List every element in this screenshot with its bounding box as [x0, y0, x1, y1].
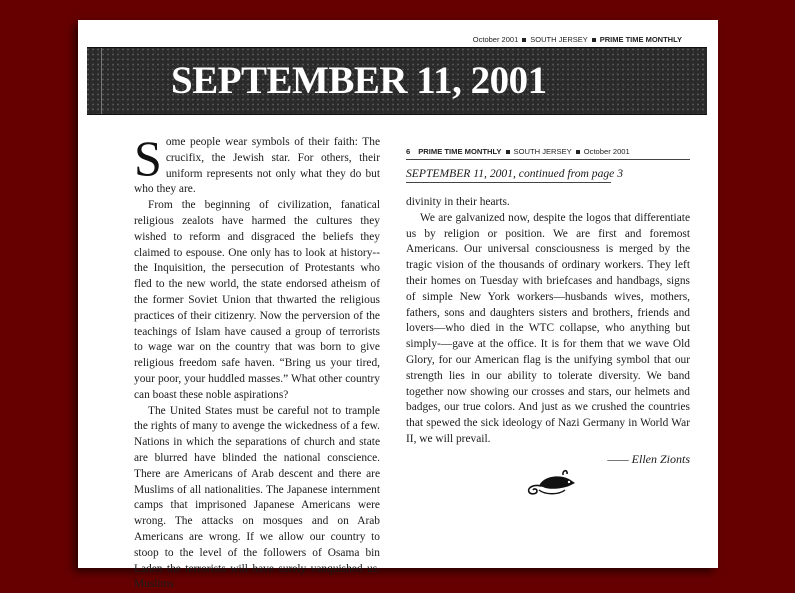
page-number: 6	[406, 147, 411, 156]
right-article-column	[406, 195, 690, 448]
right-running-header	[406, 147, 690, 160]
curled-mouse-ornament-icon	[525, 466, 579, 496]
continued-from-line: SEPTEMBER 11, 2001, continued from page 3	[406, 167, 611, 183]
paragraph-text: ome people wear symbols of their faith: The crucifix, the Jewish star. For others, their uniform represents not only what they do but who they are.	[134, 136, 380, 196]
article-paragraph: The United States must be careful not to trample the rights of many to avenge the wickedness of a few. Nations in which the separations of church and state are blurred have blinded the national conscience. There are Americans of Arab descent and there are Muslims of all nationalities. The Japanese internment camps that imprisoned Japanese Americans were wrong. The attacks on mosques and on Arab Americans are wrong. If we allow our country to stoop to the level of the followers of Osama bin Laden the terrorists will have surely vanquished us. Muslims	[134, 404, 380, 591]
article-paragraph: divinity in their hearts.	[406, 196, 510, 208]
newspaper-page	[78, 20, 718, 591]
drop-cap: S	[134, 130, 162, 186]
left-article-column	[134, 130, 380, 593]
bullet-square-icon	[522, 38, 526, 42]
article-paragraph: From the beginning of civilization, fanatical religious zealots have harmed the cultures they wished to reform and disgraced the beliefs they claimed to espouse. One only has to look at history--the Inquisition, the persecution of Protestants who fled to the new world, the state endorsed atheism of the former Soviet Union that thwarted the religious practices of their citizenry. Now the perversion of the teachings of Islam have caused a group of terrorists to wage war on the country that was born to give religious freedom safe haven. “Bring us your tired, your poor, your huddled masses.” What other country can boast these noble aspirations?	[134, 199, 380, 401]
headline-banner	[87, 47, 707, 115]
article-paragraph: We are galvanized now, despite the logos that differentiate us by religion or position. We are first and foremost Americans. Our universal consciousness is merged by the tragic vision of the thousands of ordinary workers. They left their homes on Tuesday with briefcases and handbags, signs of simple New York workers—husbands wives, mothers, fathers, sons and daughters sisters and brothers, friends and lovers—who died in the WTC collapse, who anything but simply-—gave at the office. It is for them that we wave Old Glory, for our American flag is the unifying symbol that our strength lies in our ability to tolerate diversity. We band together now showing our crosses and stars, our helmets and badges, our true colors. And just as we crushed the countries that spewed the sick ideology of Nazi Germany in World War II, we will prevail.	[406, 211, 690, 445]
article-paragraph	[134, 130, 380, 198]
top-running-header	[473, 35, 682, 44]
bullet-square-icon	[506, 150, 510, 154]
top-header-region: SOUTH JERSEY	[530, 35, 588, 44]
right-header-region: SOUTH JERSEY	[513, 147, 572, 156]
headline-title: SEPTEMBER 11, 2001	[171, 59, 547, 102]
banner-divider	[101, 48, 102, 114]
right-header-publication: PRIME TIME MONTHLY	[418, 147, 502, 156]
top-header-date: October 2001	[472, 35, 519, 44]
bullet-square-icon	[592, 38, 596, 42]
author-signature: —— Ellen Zionts	[607, 452, 690, 466]
bullet-square-icon	[576, 150, 580, 154]
right-header-date: October 2001	[583, 147, 630, 156]
top-header-publication: PRIME TIME MONTHLY	[599, 35, 682, 44]
